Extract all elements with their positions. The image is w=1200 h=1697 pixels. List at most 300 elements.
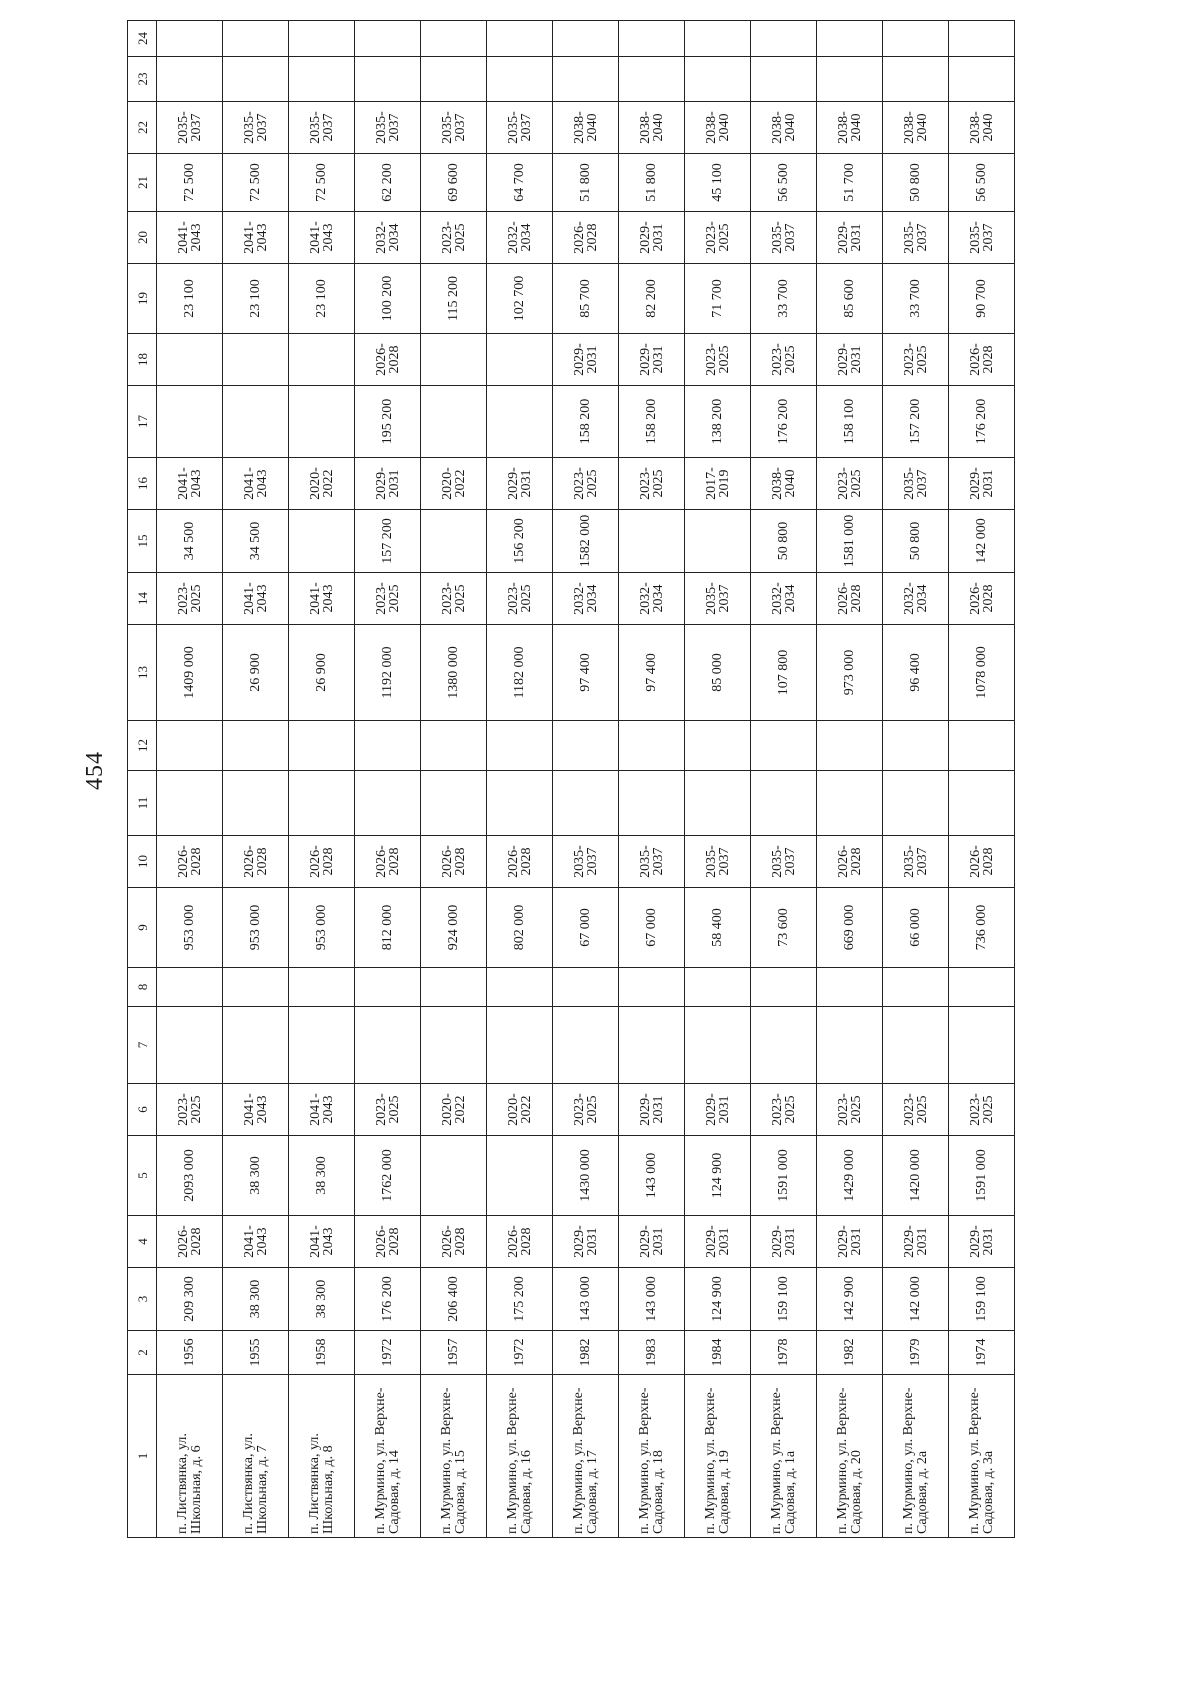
- column-header: 15: [128, 510, 157, 573]
- table-cell: [487, 1136, 553, 1216]
- table-cell: 73 600: [751, 888, 817, 968]
- column-header: 14: [128, 573, 157, 625]
- table-row: [487, 21, 553, 1538]
- address-cell: п. Мурмино, ул. Верхне-Садовая, д. 14: [355, 1375, 421, 1538]
- table-cell: 2029-2031: [751, 1216, 817, 1268]
- table-cell: 142 000: [949, 510, 1015, 573]
- table-cell: [817, 968, 883, 1007]
- table-cell: [619, 21, 685, 57]
- table-cell: 115 200: [421, 264, 487, 334]
- table-cell: 56 500: [949, 154, 1015, 212]
- table-cell: 2041-2043: [289, 573, 355, 625]
- table-cell: [289, 57, 355, 102]
- table-cell: 67 000: [553, 888, 619, 968]
- table-cell: 924 000: [421, 888, 487, 968]
- table-rotated-wrapper: [127, 20, 1015, 1538]
- table-cell: 1429 000: [817, 1136, 883, 1216]
- table-cell: 2035-2037: [619, 836, 685, 888]
- table-cell: 2035-2037: [883, 836, 949, 888]
- table-cell: 72 500: [223, 154, 289, 212]
- table-cell: [223, 721, 289, 771]
- table-cell: 2035-2037: [685, 836, 751, 888]
- table-cell: [487, 21, 553, 57]
- table-cell: 51 700: [817, 154, 883, 212]
- table-cell: 96 400: [883, 625, 949, 721]
- table-cell: 2026-2028: [289, 836, 355, 888]
- table-cell: 51 800: [553, 154, 619, 212]
- table-cell: 38 300: [223, 1268, 289, 1331]
- address-cell: п. Мурмино, ул. Верхне-Садовая, д. 1а: [751, 1375, 817, 1538]
- table-cell: 2038-2040: [685, 102, 751, 154]
- table-cell: 1078 000: [949, 625, 1015, 721]
- column-header: 23: [128, 57, 157, 102]
- table-cell: [685, 510, 751, 573]
- table-cell: 1430 000: [553, 1136, 619, 1216]
- table-cell: [355, 771, 421, 836]
- table-cell: 2023-2025: [883, 334, 949, 386]
- table-cell: 50 800: [883, 510, 949, 573]
- table-cell: 26 900: [289, 625, 355, 721]
- table-row: [421, 21, 487, 1538]
- table-cell: [685, 57, 751, 102]
- table-cell: [751, 1007, 817, 1084]
- table-cell: [883, 721, 949, 771]
- table-row: [289, 21, 355, 1538]
- table-cell: 2035-2037: [421, 102, 487, 154]
- column-header: 2: [128, 1331, 157, 1375]
- table-cell: 2029-2031: [817, 334, 883, 386]
- table-cell: 82 200: [619, 264, 685, 334]
- table-cell: 1581 000: [817, 510, 883, 573]
- table-cell: 2029-2031: [619, 212, 685, 264]
- table-cell: 85 700: [553, 264, 619, 334]
- table-cell: 23 100: [157, 264, 223, 334]
- table-cell: [421, 57, 487, 102]
- table-cell: 34 500: [223, 510, 289, 573]
- table-cell: 1420 000: [883, 1136, 949, 1216]
- table-row: [157, 21, 223, 1538]
- column-header: 4: [128, 1216, 157, 1268]
- table-cell: 2029-2031: [619, 1216, 685, 1268]
- table-cell: 62 200: [355, 154, 421, 212]
- column-header: 6: [128, 1084, 157, 1136]
- table-cell: [421, 771, 487, 836]
- address-cell: п. Мурмино, ул. Верхне-Садовая, д. 18: [619, 1375, 685, 1538]
- table-cell: 71 700: [685, 264, 751, 334]
- column-header: 21: [128, 154, 157, 212]
- table-cell: [751, 721, 817, 771]
- table-cell: [619, 968, 685, 1007]
- table-cell: 953 000: [157, 888, 223, 968]
- table-cell: 2041-2043: [223, 1216, 289, 1268]
- table-cell: [817, 771, 883, 836]
- table-cell: 1974: [949, 1331, 1015, 1375]
- table-cell: [223, 771, 289, 836]
- table-cell: 2026-2028: [487, 1216, 553, 1268]
- column-header: 11: [128, 771, 157, 836]
- table-cell: 2041-2043: [157, 212, 223, 264]
- table-cell: [685, 721, 751, 771]
- table-cell: 2035-2037: [157, 102, 223, 154]
- page-number: 454: [82, 751, 108, 790]
- table-cell: 1762 000: [355, 1136, 421, 1216]
- table-cell: 2023-2025: [949, 1084, 1015, 1136]
- table-cell: 67 000: [619, 888, 685, 968]
- table-cell: 1972: [487, 1331, 553, 1375]
- table-cell: 143 000: [553, 1268, 619, 1331]
- table-cell: 2041-2043: [223, 1084, 289, 1136]
- table-cell: 2041-2043: [223, 458, 289, 510]
- table-cell: 1958: [289, 1331, 355, 1375]
- table-cell: [157, 721, 223, 771]
- table-cell: [487, 721, 553, 771]
- table-cell: 143 000: [619, 1136, 685, 1216]
- table-cell: 1955: [223, 1331, 289, 1375]
- column-header: 19: [128, 264, 157, 334]
- table-row: [685, 21, 751, 1538]
- table-cell: 2023-2025: [883, 1084, 949, 1136]
- table-cell: [157, 771, 223, 836]
- table-cell: [421, 510, 487, 573]
- table-cell: 2020-2022: [421, 1084, 487, 1136]
- address-cell: п. Мурмино, ул. Верхне-Садовая, д. 15: [421, 1375, 487, 1538]
- table-cell: [355, 968, 421, 1007]
- address-cell: п. Мурмино, ул. Верхне-Садовая, д. 17: [553, 1375, 619, 1538]
- table-cell: 34 500: [157, 510, 223, 573]
- table-cell: 38 300: [289, 1136, 355, 1216]
- table-cell: 158 200: [619, 386, 685, 458]
- table-cell: 2023-2025: [751, 1084, 817, 1136]
- table-cell: 812 000: [355, 888, 421, 968]
- table-cell: 156 200: [487, 510, 553, 573]
- table-cell: [157, 968, 223, 1007]
- table-cell: [949, 57, 1015, 102]
- table-cell: 2023-2025: [553, 1084, 619, 1136]
- table-cell: 2038-2040: [817, 102, 883, 154]
- column-header: 18: [128, 334, 157, 386]
- table-cell: [289, 771, 355, 836]
- table-cell: 50 800: [883, 154, 949, 212]
- table-cell: [751, 21, 817, 57]
- table-cell: [487, 386, 553, 458]
- column-header: 5: [128, 1136, 157, 1216]
- table-cell: 97 400: [619, 625, 685, 721]
- table-cell: 2026-2028: [157, 1216, 223, 1268]
- table-cell: 2038-2040: [619, 102, 685, 154]
- table-cell: 2023-2025: [817, 1084, 883, 1136]
- table-cell: 124 900: [685, 1268, 751, 1331]
- column-header: 17: [128, 386, 157, 458]
- table-cell: 2026-2028: [949, 334, 1015, 386]
- table-row: [883, 21, 949, 1538]
- table-cell: 85 600: [817, 264, 883, 334]
- table-row: [949, 21, 1015, 1538]
- header-row: [128, 21, 157, 1538]
- table-cell: 2023-2025: [421, 212, 487, 264]
- table-row: [553, 21, 619, 1538]
- table-cell: [751, 57, 817, 102]
- table-cell: 100 200: [355, 264, 421, 334]
- table-cell: 23 100: [289, 264, 355, 334]
- table-cell: 26 900: [223, 625, 289, 721]
- table-cell: [685, 21, 751, 57]
- table-cell: 1972: [355, 1331, 421, 1375]
- table-cell: [619, 510, 685, 573]
- table-cell: [355, 57, 421, 102]
- column-header: 10: [128, 836, 157, 888]
- table-cell: 2026-2028: [355, 836, 421, 888]
- table-cell: [223, 1007, 289, 1084]
- table-cell: 90 700: [949, 264, 1015, 334]
- table-cell: 2023-2025: [751, 334, 817, 386]
- table-cell: 2038-2040: [751, 102, 817, 154]
- table-cell: 2035-2037: [751, 212, 817, 264]
- column-header: 12: [128, 721, 157, 771]
- table-cell: 1978: [751, 1331, 817, 1375]
- table-cell: 158 100: [817, 386, 883, 458]
- table-cell: [289, 510, 355, 573]
- column-header: 3: [128, 1268, 157, 1331]
- table-cell: [685, 968, 751, 1007]
- address-cell: п. Мурмино, ул. Верхне-Садовая, д. 2а: [883, 1375, 949, 1538]
- table-cell: [421, 1007, 487, 1084]
- table-cell: 2038-2040: [883, 102, 949, 154]
- column-header: 22: [128, 102, 157, 154]
- table-cell: [619, 57, 685, 102]
- table-cell: 2026-2028: [553, 212, 619, 264]
- table-cell: 2041-2043: [289, 1084, 355, 1136]
- table-cell: 1182 000: [487, 625, 553, 721]
- table-cell: 2017-2019: [685, 458, 751, 510]
- table-cell: 33 700: [883, 264, 949, 334]
- table-cell: 736 000: [949, 888, 1015, 968]
- table-cell: [685, 1007, 751, 1084]
- table-cell: [487, 771, 553, 836]
- table-cell: 2035-2037: [883, 212, 949, 264]
- table-cell: [289, 334, 355, 386]
- table-cell: [223, 386, 289, 458]
- table-cell: [817, 57, 883, 102]
- table-cell: 2041-2043: [289, 1216, 355, 1268]
- address-cell: п. Листвянка, ул. Школьная, д. 7: [223, 1375, 289, 1538]
- table-cell: [223, 57, 289, 102]
- address-cell: п. Листвянка, ул. Школьная, д. 8: [289, 1375, 355, 1538]
- table-cell: 2023-2025: [355, 573, 421, 625]
- table-cell: 2035-2037: [685, 573, 751, 625]
- table-cell: [553, 968, 619, 1007]
- table-cell: 2035-2037: [223, 102, 289, 154]
- table-cell: 1380 000: [421, 625, 487, 721]
- table-cell: [223, 334, 289, 386]
- table-cell: [487, 1007, 553, 1084]
- table-cell: [949, 1007, 1015, 1084]
- table-cell: 45 100: [685, 154, 751, 212]
- table-cell: 176 200: [751, 386, 817, 458]
- data-table: [127, 20, 1015, 1538]
- table-cell: [421, 968, 487, 1007]
- table-cell: 2029-2031: [949, 1216, 1015, 1268]
- table-cell: 2029-2031: [487, 458, 553, 510]
- table-cell: [949, 968, 1015, 1007]
- table-cell: 175 200: [487, 1268, 553, 1331]
- table-cell: [619, 721, 685, 771]
- table-cell: [223, 21, 289, 57]
- table-cell: 2035-2037: [487, 102, 553, 154]
- table-cell: [157, 386, 223, 458]
- table-cell: [883, 771, 949, 836]
- table-cell: 1982: [553, 1331, 619, 1375]
- table-cell: [553, 57, 619, 102]
- table-cell: 2032-2034: [883, 573, 949, 625]
- table-cell: 157 200: [883, 386, 949, 458]
- table-cell: [817, 1007, 883, 1084]
- table-cell: [421, 1136, 487, 1216]
- table-cell: [289, 21, 355, 57]
- table-row: [355, 21, 421, 1538]
- table-cell: 64 700: [487, 154, 553, 212]
- table-cell: 142 000: [883, 1268, 949, 1331]
- table-cell: 2023-2025: [157, 573, 223, 625]
- table-cell: 1979: [883, 1331, 949, 1375]
- table-cell: 107 800: [751, 625, 817, 721]
- table-cell: [487, 57, 553, 102]
- column-header: 20: [128, 212, 157, 264]
- table-cell: 2026-2028: [817, 573, 883, 625]
- table-cell: 2029-2031: [685, 1216, 751, 1268]
- table-cell: 102 700: [487, 264, 553, 334]
- table-cell: 2035-2037: [553, 836, 619, 888]
- table-cell: [355, 21, 421, 57]
- table-cell: 2020-2022: [289, 458, 355, 510]
- table-cell: 2026-2028: [949, 573, 1015, 625]
- table-cell: 66 000: [883, 888, 949, 968]
- table-cell: 2041-2043: [223, 573, 289, 625]
- table-cell: [289, 1007, 355, 1084]
- table-cell: 2038-2040: [949, 102, 1015, 154]
- table-cell: [157, 21, 223, 57]
- table-cell: 2023-2025: [619, 458, 685, 510]
- table-cell: 1984: [685, 1331, 751, 1375]
- table-cell: 2026-2028: [949, 836, 1015, 888]
- table-cell: 2035-2037: [949, 212, 1015, 264]
- table-cell: 2029-2031: [619, 1084, 685, 1136]
- table-row: [619, 21, 685, 1538]
- table-cell: [553, 21, 619, 57]
- address-cell: п. Листвянка, ул. Школьная, д. 6: [157, 1375, 223, 1538]
- table-row: [817, 21, 883, 1538]
- table-cell: 2026-2028: [421, 836, 487, 888]
- table-cell: [421, 21, 487, 57]
- table-cell: 56 500: [751, 154, 817, 212]
- table-cell: 38 300: [289, 1268, 355, 1331]
- table-cell: [421, 334, 487, 386]
- table-cell: 2041-2043: [289, 212, 355, 264]
- table-cell: [949, 21, 1015, 57]
- table-cell: [949, 721, 1015, 771]
- table-cell: 2026-2028: [223, 836, 289, 888]
- table-cell: 195 200: [355, 386, 421, 458]
- table-cell: 58 400: [685, 888, 751, 968]
- table-cell: 157 200: [355, 510, 421, 573]
- table-cell: 176 200: [949, 386, 1015, 458]
- table-cell: 1192 000: [355, 625, 421, 721]
- address-cell: п. Мурмино, ул. Верхне-Садовая, д. 3а: [949, 1375, 1015, 1538]
- table-cell: 159 100: [949, 1268, 1015, 1331]
- table-cell: 2041-2043: [223, 212, 289, 264]
- column-header: 16: [128, 458, 157, 510]
- table-cell: 2029-2031: [949, 458, 1015, 510]
- table-cell: 2026-2028: [157, 836, 223, 888]
- table-cell: [817, 721, 883, 771]
- table-cell: [421, 721, 487, 771]
- address-cell: п. Мурмино, ул. Верхне-Садовая, д. 16: [487, 1375, 553, 1538]
- table-cell: [553, 721, 619, 771]
- table-cell: 2026-2028: [355, 334, 421, 386]
- table-cell: 2020-2022: [487, 1084, 553, 1136]
- table-cell: [553, 1007, 619, 1084]
- table-cell: [289, 721, 355, 771]
- table-cell: [223, 968, 289, 1007]
- table-cell: 72 500: [289, 154, 355, 212]
- table-cell: 2041-2043: [157, 458, 223, 510]
- table-cell: 1983: [619, 1331, 685, 1375]
- table-cell: 2035-2037: [751, 836, 817, 888]
- table-cell: 2035-2037: [883, 458, 949, 510]
- column-header: 9: [128, 888, 157, 968]
- table-cell: 2029-2031: [817, 212, 883, 264]
- table-cell: 38 300: [223, 1136, 289, 1216]
- column-header: 7: [128, 1007, 157, 1084]
- table-cell: 953 000: [223, 888, 289, 968]
- table-cell: [553, 771, 619, 836]
- table-cell: 72 500: [157, 154, 223, 212]
- table-cell: 2029-2031: [553, 1216, 619, 1268]
- table-cell: 138 200: [685, 386, 751, 458]
- table-cell: [751, 968, 817, 1007]
- table-cell: 2023-2025: [685, 334, 751, 386]
- table-cell: 1591 000: [751, 1136, 817, 1216]
- table-cell: 51 800: [619, 154, 685, 212]
- table-cell: [817, 21, 883, 57]
- table-cell: 176 200: [355, 1268, 421, 1331]
- table-cell: 2020-2022: [421, 458, 487, 510]
- table-cell: 2032-2034: [553, 573, 619, 625]
- table-cell: [883, 21, 949, 57]
- table-cell: [487, 334, 553, 386]
- table-cell: 2023-2025: [421, 573, 487, 625]
- table-cell: 97 400: [553, 625, 619, 721]
- table-row: [223, 21, 289, 1538]
- table-cell: 2035-2037: [355, 102, 421, 154]
- address-cell: п. Мурмино, ул. Верхне-Садовая, д. 20: [817, 1375, 883, 1538]
- table-cell: [289, 968, 355, 1007]
- table-cell: 2023-2025: [553, 458, 619, 510]
- table-cell: 2032-2034: [487, 212, 553, 264]
- column-header: 1: [128, 1375, 157, 1538]
- table-cell: [619, 1007, 685, 1084]
- table-cell: 2029-2031: [355, 458, 421, 510]
- table-cell: [949, 771, 1015, 836]
- table-cell: [355, 1007, 421, 1084]
- column-header: 8: [128, 968, 157, 1007]
- table-cell: 2038-2040: [553, 102, 619, 154]
- table-cell: 2032-2034: [751, 573, 817, 625]
- table-cell: 2038-2040: [751, 458, 817, 510]
- table-cell: 159 100: [751, 1268, 817, 1331]
- table-cell: 1591 000: [949, 1136, 1015, 1216]
- table-cell: 973 000: [817, 625, 883, 721]
- table-cell: 2023-2025: [487, 573, 553, 625]
